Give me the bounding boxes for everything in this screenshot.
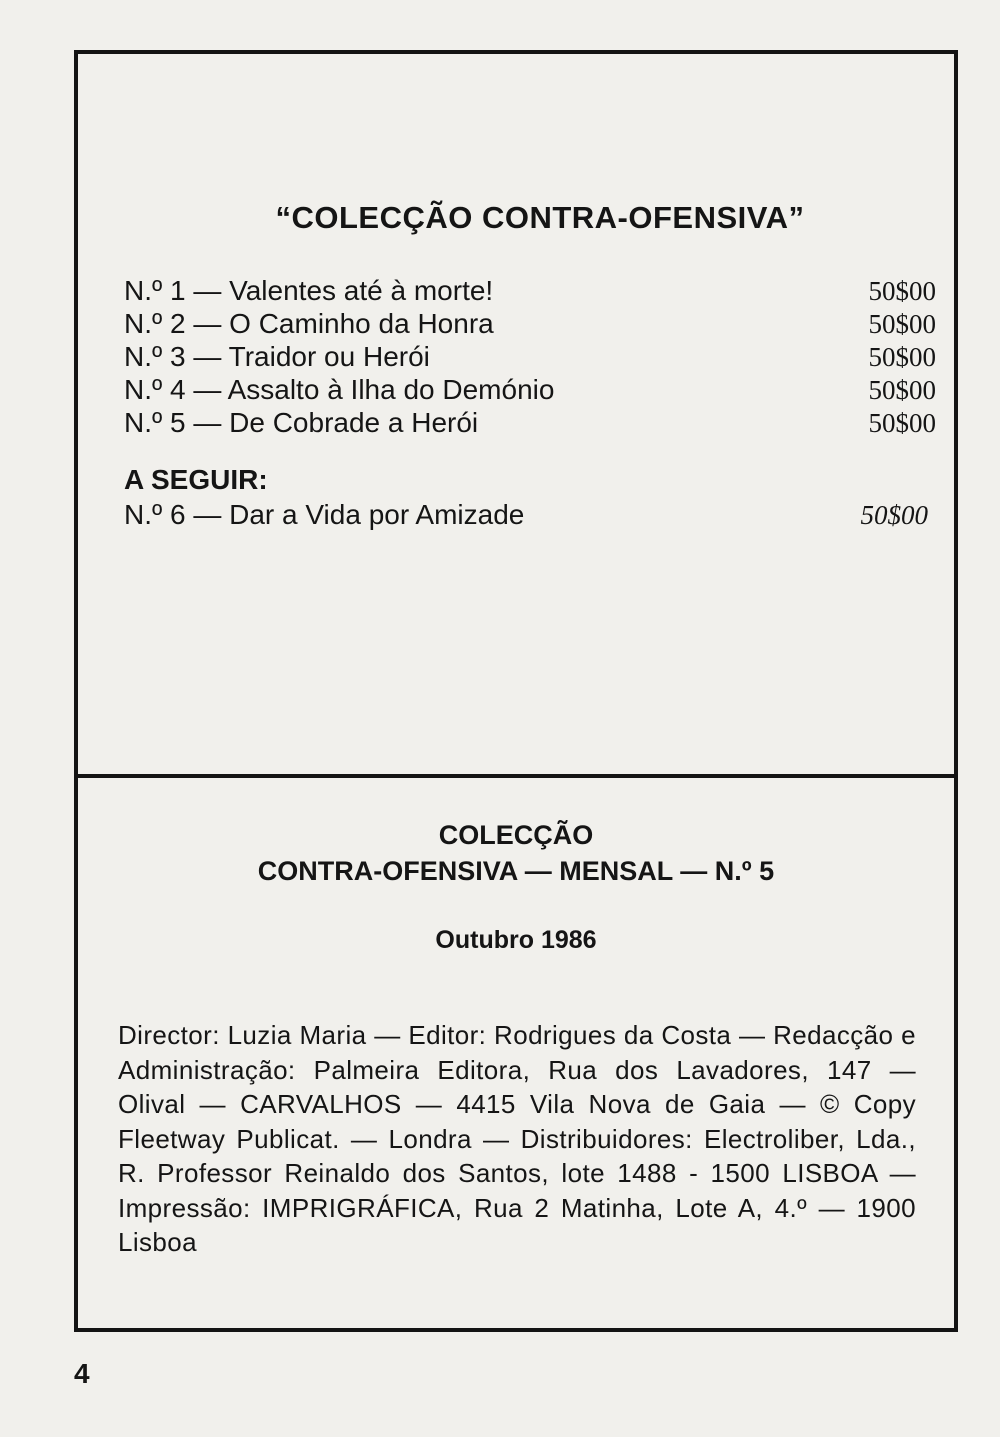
issue-label: N.º 2 — O Caminho da Honra: [124, 308, 494, 339]
issue-row: [124, 406, 936, 439]
issue-label: N.º 3 — Traidor ou Herói: [124, 341, 430, 372]
issue-label: N.º 1 — Valentes até à morte!: [124, 275, 494, 306]
issue-price: 50$00: [868, 375, 936, 405]
series-title: “COLECÇÃO CONTRA-OFENSIVA”: [275, 200, 805, 235]
masthead-title: COLECÇÃO: [438, 820, 594, 850]
masthead-date: Outubro 1986: [435, 926, 597, 954]
issue-row: [124, 373, 936, 406]
section-divider: [74, 774, 958, 778]
credits-paragraph: Director: Luzia Maria — Editor: Rodrigues da Costa — Redacção e Administração: Palmeira Editora, Rua dos Lavadores, 147 — Olival — CARVALHOS — 4415 Vila Nova de Gaia — © Copy Fleetway Publicat. — Londra — Distribuidores: Electroliber, Lda., R. Professor Reinaldo dos Santos, lote 1488 - 1500 LISBOA — Impressão: IMPRIGRÁFICA, Rua 2 Matinha, Lote A, 4.º — 1900 Lisboa: [118, 1020, 916, 1257]
issue-list: [124, 274, 936, 439]
issue-row: [124, 307, 936, 340]
issue-price: 50$00: [868, 342, 936, 372]
issue-label: N.º 5 — De Cobrade a Herói: [124, 407, 479, 438]
next-issue-row: [124, 498, 928, 531]
next-issue-heading: A SEGUIR:: [124, 464, 268, 495]
next-issue-price: 50$00: [860, 500, 928, 530]
next-issue-label: N.º 6 — Dar a Vida por Amizade: [124, 499, 525, 530]
issue-row: [124, 274, 936, 307]
issue-row: [124, 340, 936, 373]
issue-price: 50$00: [868, 276, 936, 306]
page-number: 4: [74, 1358, 90, 1389]
masthead-subtitle: CONTRA-OFENSIVA — MENSAL — N.º 5: [257, 856, 775, 886]
issue-label: N.º 4 — Assalto à Ilha do Demónio: [124, 374, 555, 405]
issue-price: 50$00: [868, 408, 936, 438]
issue-price: 50$00: [868, 309, 936, 339]
